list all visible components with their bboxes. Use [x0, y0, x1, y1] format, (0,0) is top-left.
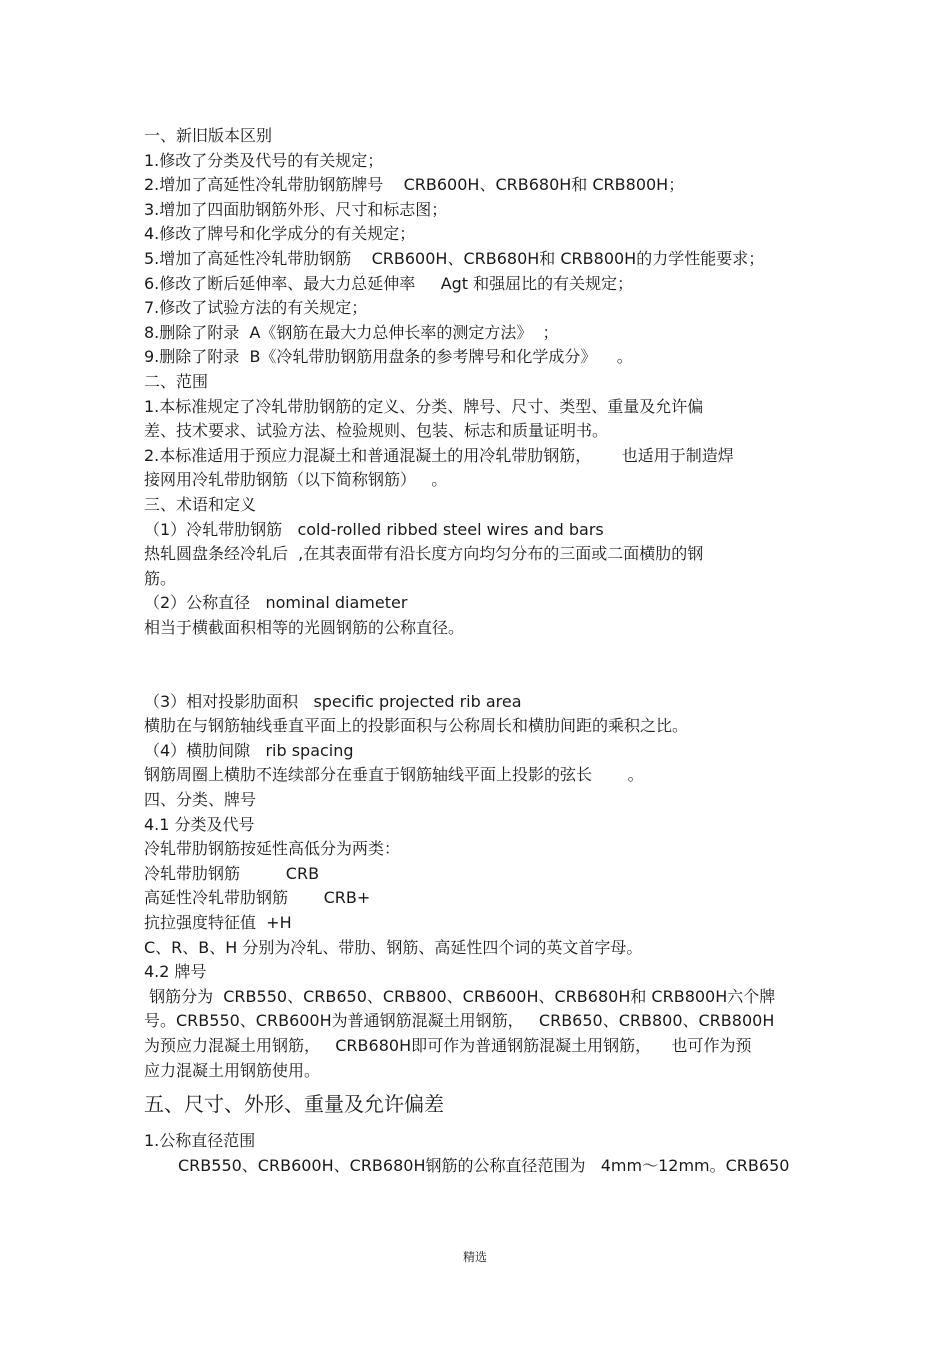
paragraph-line: CRB550、CRB600H、CRB680H钢筋的公称直径范围为 4mm～12mm。CRB650: [178, 1155, 790, 1175]
text-line: 1.修改了分类及代号的有关规定；: [144, 150, 384, 170]
text-line: 高延性冷轧带肋钢筋 CRB+: [144, 888, 371, 908]
text-line: 1.本标准规定了冷轧带肋钢筋的定义、分类、牌号、尺寸、类型、重量及允许偏: [144, 396, 704, 416]
text-line: 4.1 分类及代号: [144, 814, 255, 834]
text-line: 为预应力混凝土用钢筋， CRB680H即可作为普通钢筋混凝土用钢筋， 也可作为预: [144, 1035, 752, 1055]
section-heading: 五、尺寸、外形、重量及允许偏差: [144, 1092, 444, 1117]
text-line: 2.本标准适用于预应力混凝土和普通混凝土的用冷轧带肋钢筋， 也适用于制造焊: [144, 445, 734, 465]
text-line: 钢筋分为 CRB550、CRB650、CRB800、CRB600H、CRB680H和 CRB800H六个牌: [144, 986, 776, 1006]
text-line: 8.删除了附录 A《钢筋在最大力总伸长率的测定方法》 ；: [144, 322, 559, 342]
text-line: 四、分类、牌号: [144, 790, 257, 810]
text-line: 三、术语和定义: [144, 494, 257, 514]
text-line: 相当于横截面积相等的光圆钢筋的公称直径。: [144, 617, 465, 637]
text-line: 2.增加了高延性冷轧带肋钢筋牌号 CRB600H、CRB680H和 CRB800H；: [144, 175, 685, 195]
text-line: 抗拉强度特征值 +H: [144, 913, 292, 932]
text-line: 冷轧带肋钢筋按延性高低分为两类：: [144, 839, 401, 859]
text-line: （3）相对投影肋面积 specific projected rib area: [144, 691, 522, 711]
text-line: 3.增加了四面肋钢筋外形、尺寸和标志图；: [144, 199, 448, 219]
text-line: 5.增加了高延性冷轧带肋钢筋 CRB600H、CRB680H和 CRB800H的力学性能要求；: [144, 248, 765, 268]
text-line: 筋。: [144, 568, 177, 588]
text-line: 差、技术要求、试验方法、检验规则、包装、标志和质量证明书。: [144, 421, 609, 441]
text-line: 号。CRB550、CRB600H为普通钢筋混凝土用钢筋， CRB650、CRB800、CRB800H: [144, 1011, 775, 1031]
text-line: 钢筋周圈上横肋不连续部分在垂直于钢筋轴线平面上投影的弦长 。: [144, 765, 644, 785]
text-line: 7.修改了试验方法的有关规定；: [144, 298, 368, 318]
text-line: （1）冷轧带肋钢筋 cold-rolled ribbed steel wires and bars: [144, 519, 604, 539]
document-body: [144, 124, 824, 1178]
page-footer: 精选: [462, 1250, 487, 1264]
text-line: 4.修改了牌号和化学成分的有关规定；: [144, 224, 416, 244]
text-line: 应力混凝土用钢筋使用。: [144, 1060, 321, 1080]
text-line: 热轧圆盘条经冷轧后 ,在其表面带有沿长度方向均匀分布的三面或二面横肋的钢: [144, 544, 704, 564]
text-line: （4）横肋间隙 rib spacing: [144, 740, 354, 760]
text-line: 二、范围: [144, 371, 209, 391]
blank-line: [144, 665, 824, 690]
text-line: 横肋在与钢筋轴线垂直平面上的投影面积与公称周长和横肋间距的乘积之比。: [144, 716, 689, 736]
blank-line: [144, 640, 824, 665]
text-line: C、R、B、H 分别为冷轧、带肋、钢筋、高延性四个词的英文首字母。: [144, 937, 643, 957]
text-line: 接网用冷轧带肋钢筋（以下简称钢筋） 。: [144, 470, 448, 490]
text-line: （2）公称直径 nominal diameter: [144, 593, 408, 613]
text-line: 4.2 牌号: [144, 962, 207, 982]
text-line: 6.修改了断后延伸率、最大力总延伸率 Agt 和强屈比的有关规定；: [144, 273, 634, 293]
text-line: 冷轧带肋钢筋 CRB: [144, 863, 320, 883]
text-line: 一、新旧版本区别: [144, 126, 273, 145]
subsection-title: 1.公称直径范围: [144, 1131, 256, 1151]
text-line: 9.删除了附录 B《冷轧带肋钢筋用盘条的参考牌号和化学成分》 。: [144, 347, 633, 367]
